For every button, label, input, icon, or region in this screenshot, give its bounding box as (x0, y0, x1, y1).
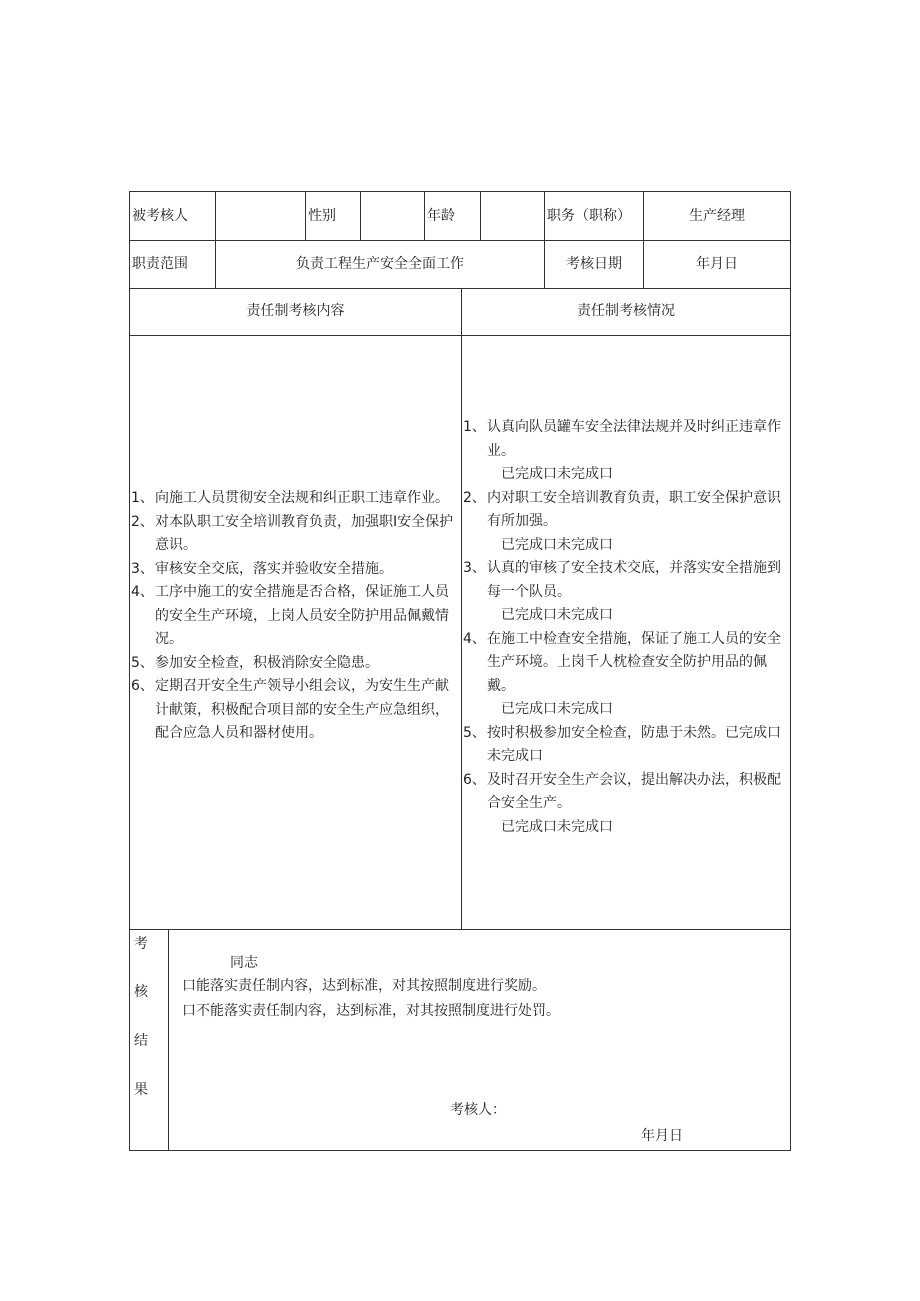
list-item (131, 511, 459, 558)
comrade-text: 同志 (230, 955, 258, 971)
col-divider (480, 192, 481, 240)
list-item (463, 416, 785, 487)
gender-value[interactable] (365, 206, 420, 226)
age-label: 年龄 (427, 208, 455, 224)
item-number: 6、 (131, 678, 154, 694)
item-number: 5、 (131, 654, 154, 671)
examinee-label: 被考核人 (132, 208, 188, 224)
completion-status[interactable]: 已完成口未完成口 (501, 466, 613, 482)
list-item (131, 652, 459, 676)
col-divider (424, 192, 425, 240)
row-divider (130, 240, 790, 241)
item-text: 按时积极参加安全检查，防患于未然。已完成口未完成口 (487, 724, 781, 764)
completion-status[interactable]: 已完成口未完成口 (501, 818, 613, 835)
item-text: 及时召开安全生产会议，提出解决办法，积极配合安全生产。 (487, 771, 781, 811)
status-list (463, 416, 785, 839)
list-item (463, 722, 785, 769)
col-divider (305, 192, 306, 240)
item-number: 3、 (131, 560, 154, 577)
result-date: 年月日 (641, 1128, 683, 1144)
item-text: 在施工中检查安全措施，保证了施工人员的安全生产环境。上岗千人枕检查安全防护用品的佩戴。 (487, 630, 781, 694)
item-text: 对本队职工安全培训教育负责，加强职I安全保护意识。 (155, 513, 454, 553)
item-number: 5、 (463, 724, 486, 741)
col-divider (544, 192, 545, 240)
option-fail[interactable]: 口不能落实责任制内容，达到标准，对其按照制度进行处罚。 (182, 1003, 560, 1019)
item-text: 定期召开安全生产领导小组会议，为安生生产献计献策，积极配合项目部的安全生产应急组织，配合应急人员和器材使用。 (155, 678, 449, 741)
list-item (131, 487, 459, 511)
option-pass[interactable]: 口能落实责任制内容，达到标准，对其按照制度进行奖励。 (182, 978, 546, 994)
content-list (131, 487, 459, 746)
item-text: 认真向队员罐车安全法律法规并及时纠正违章作业。 (487, 419, 781, 459)
result-label-char: 核 (134, 984, 148, 1000)
item-number: 4、 (131, 584, 154, 600)
scope-value: 负责工程生产安全全面工作 (296, 256, 464, 272)
content-column-header: 责任制考核内容 (246, 303, 345, 319)
gender-label: 性别 (308, 208, 336, 224)
item-text: 内对职工安全培训教育负责，职工安全保护意识有所加强。 (487, 489, 781, 529)
result-section-label (130, 929, 168, 1150)
item-number: 1、 (131, 490, 154, 506)
item-number: 1、 (463, 419, 486, 435)
age-value[interactable] (485, 206, 540, 226)
item-number: 4、 (463, 630, 486, 647)
completion-status[interactable]: 已完成口未完成口 (501, 701, 613, 717)
list-item (131, 675, 459, 746)
examinee-value[interactable] (220, 206, 300, 226)
row-divider (130, 929, 790, 930)
result-label-char: 考 (134, 936, 148, 952)
item-text: 认真的审核了安全技术交底，并落实安全措施到每一个队员。 (487, 560, 781, 600)
list-item (463, 557, 785, 628)
date-label: 考核日期 (566, 256, 622, 272)
status-column-header: 责任制考核情况 (577, 303, 675, 319)
position-label: 职务（职称） (547, 208, 631, 224)
position-value: 生产经理 (689, 208, 745, 224)
list-item (131, 558, 459, 582)
item-text: 工序中施工的安全措施是否合格，保证施工人员的安全生产环境，上岗人员安全防护用品佩戴情况。 (155, 584, 449, 647)
item-number: 3、 (463, 560, 486, 576)
date-value: 年月日 (696, 256, 738, 272)
assessment-form (129, 191, 791, 1151)
result-label-char: 果 (134, 1082, 148, 1098)
list-item (463, 769, 785, 840)
col-divider (168, 929, 169, 1150)
col-divider (360, 192, 361, 240)
completion-status[interactable]: 已完成口未完成口 (501, 536, 613, 553)
item-text: 审核安全交底，落实并验收安全措施。 (155, 560, 393, 577)
completion-status[interactable]: 已完成口未完成口 (501, 607, 613, 623)
item-text: 参加安全检查，积极消除安全隐患。 (155, 654, 379, 671)
item-text: 向施工人员贯彻安全法规和纠正职工违章作业。 (155, 490, 449, 506)
scope-label: 职责范围 (132, 256, 188, 272)
row-divider (130, 335, 790, 336)
item-number: 6、 (463, 771, 486, 788)
assessor-label: 考核人： (450, 1102, 506, 1118)
col-divider (215, 192, 216, 240)
list-item (463, 628, 785, 722)
list-item (131, 581, 459, 652)
list-item (463, 487, 785, 558)
result-label-char: 结 (134, 1033, 148, 1049)
row-divider (130, 288, 790, 289)
item-number: 2、 (463, 489, 486, 506)
col-divider (461, 288, 462, 929)
item-number: 2、 (131, 513, 154, 530)
